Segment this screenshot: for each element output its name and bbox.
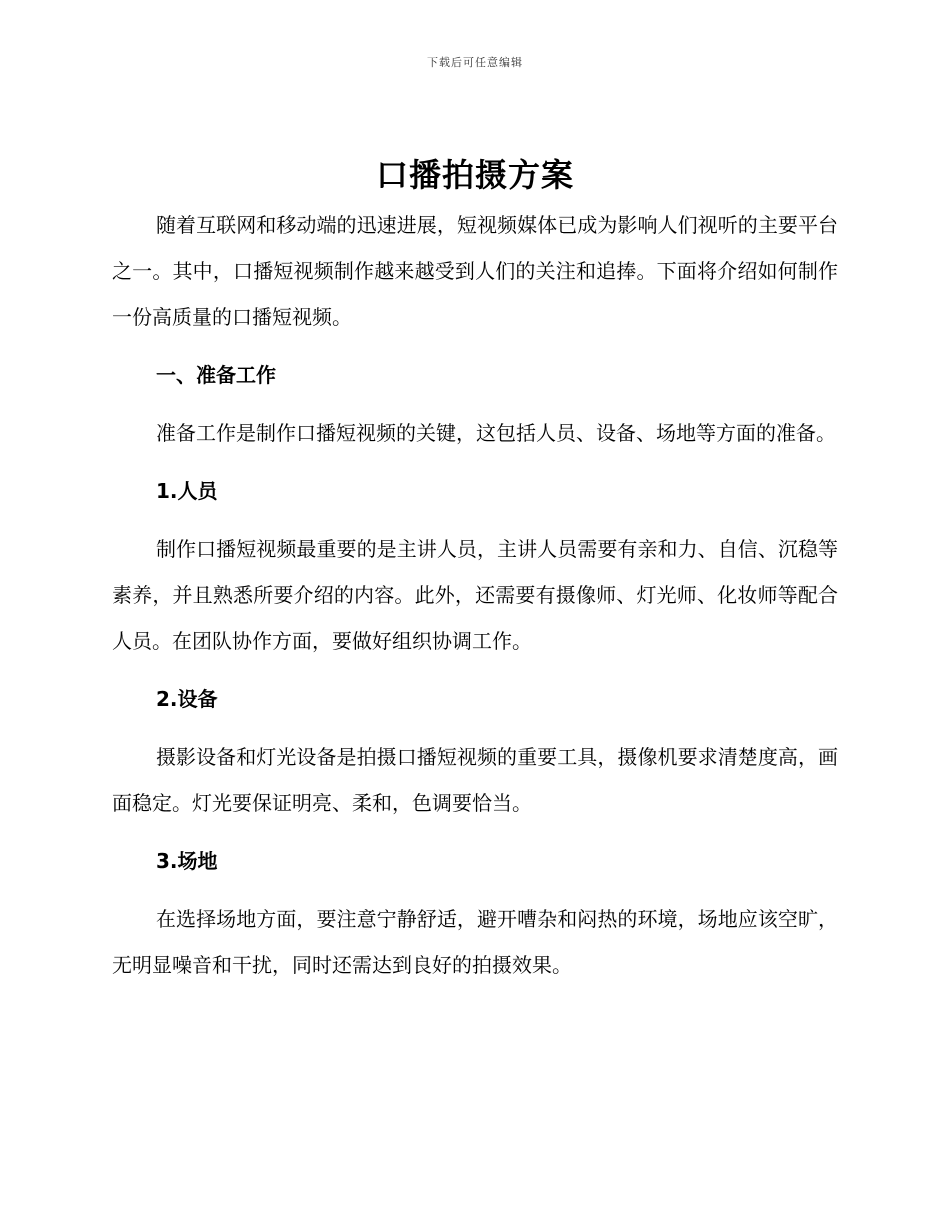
header-note: 下载后可任意编辑 — [427, 56, 523, 69]
section-heading-preparation: 一、准备工作 — [156, 363, 276, 387]
section-paragraph-preparation: 准备工作是制作口播短视频的关键，这包括人员、设备、场地等方面的准备。 — [156, 421, 836, 445]
subsection-paragraph-personnel: 制作口播短视频最重要的是主讲人员，主讲人员需要有亲和力、自信、沉稳等素养，并且熟悉所要介绍的内容。此外，还需要有摄像师、灯光师、化妆师等配合人员。在团队协作方面，要做好组织协调工作。 — [112, 537, 838, 653]
subsection-heading-personnel: 1.人员 — [156, 479, 218, 503]
intro-paragraph: 随着互联网和移动端的迅速进展，短视频媒体已成为影响人们视听的主要平台之一。其中，口播短视频制作越来越受到人们的关注和追捧。下面将介绍如何制作一份高质量的口播短视频。 — [112, 213, 838, 329]
subsection-heading-equipment: 2.设备 — [156, 687, 218, 711]
document-body — [112, 202, 838, 988]
subsection-paragraph-venue: 在选择场地方面，要注意宁静舒适，避开嘈杂和闷热的环境，场地应该空旷，无明显噪音和干扰，同时还需达到良好的拍摄效果。 — [112, 907, 838, 977]
subsection-paragraph-equipment: 摄影设备和灯光设备是拍摄口播短视频的重要工具，摄像机要求清楚度高，画面稳定。灯光要保证明亮、柔和，色调要恰当。 — [112, 745, 838, 815]
document-title: 口播拍摄方案 — [375, 156, 574, 194]
subsection-heading-venue: 3.场地 — [156, 849, 218, 873]
